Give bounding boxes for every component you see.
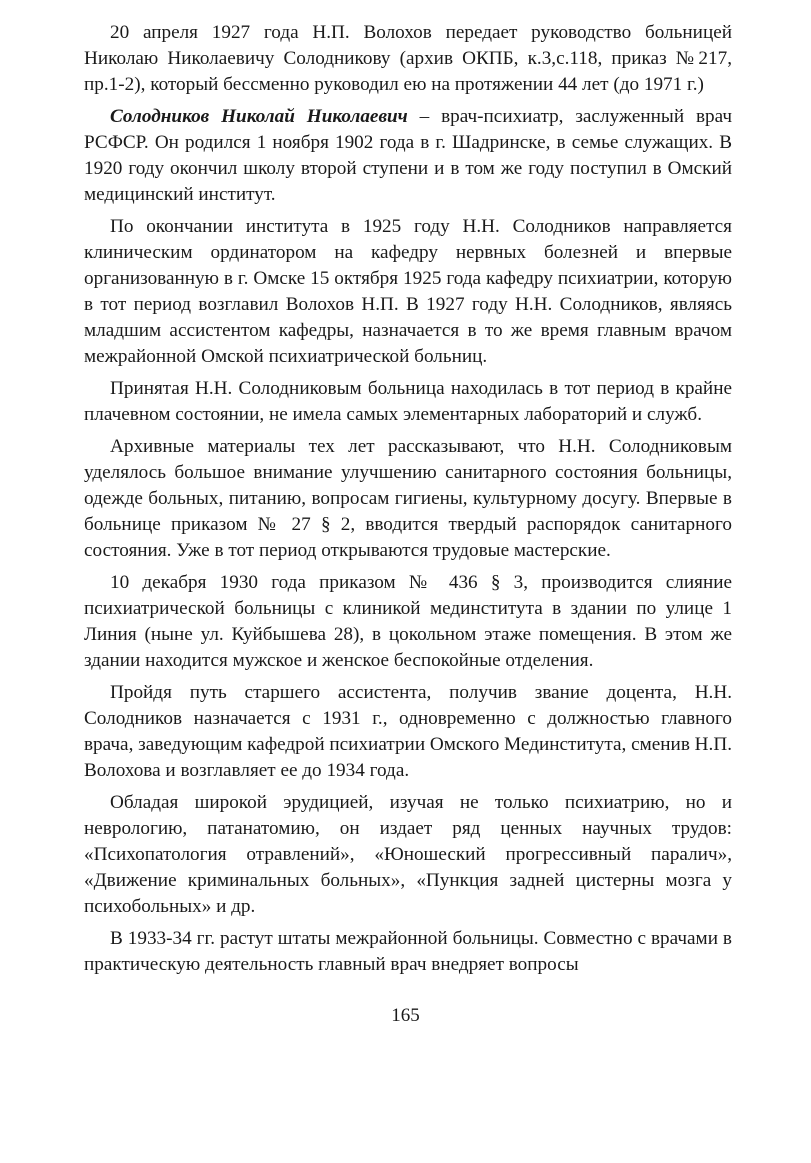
paragraph-5 (84, 434, 732, 564)
paragraph-text: В 1933-34 гг. растут штаты межрайонной больницы. Совместно с врачами в практическую деятельность главный врач внедряет вопросы (84, 928, 732, 975)
paragraph-1 (84, 20, 732, 98)
paragraph-text: 10 декабря 1930 года приказом № 436 § 3, производится слияние психиатрической больницы с клиникой мединститута в здании по улице 1 Линия (ныне ул. Куйбышева 28), в цокольном этаже помещения. В этом же здании находится мужское и женское беспокойные отделения. (84, 572, 732, 671)
paragraph-text: Архивные материалы тех лет рассказывают, что Н.Н. Солодниковым уделялось большое внимание улучшению санитарного состояния больницы, одежде больных, питанию, вопросам гигиены, культурному досугу. Впервые в больнице приказом № 27 § 2, вводится твердый распорядок санитарного состояния. Уже в тот период открываются трудовые мастерские. (84, 436, 732, 561)
paragraph-lead: Солодников Николай Николаевич (110, 106, 408, 127)
paragraph-text: – врач-психиатр, заслуженный врач РСФСР. Он родился 1 ноября 1902 года в г. Шадринске, в семье служащих. В 1920 году окончил школу второй ступени и в том же году поступил в Омский медицинский институт. (84, 106, 732, 205)
paragraph-text: Обладая широкой эрудицией, изучая не только психиатрию, но и неврологию, патанатомию, он издает ряд ценных научных трудов: «Психопатология отравлений», «Юношеский прогрессивный паралич», «Движение криминальных больных», «Пункция задней цистерны мозга у психобольных» и др. (84, 792, 732, 917)
paragraph-3 (84, 214, 732, 370)
paragraph-8 (84, 790, 732, 920)
paragraph-text: Пройдя путь старшего ассистента, получив звание доцента, Н.Н. Солодников назначается с 1931 г., одновременно с должностью главного врача, заведующим кафедрой психиатрии Омского Мединститута, сменив Н.П. Волохова и возглавляет ее до 1934 года. (84, 682, 732, 781)
paragraph-7 (84, 680, 732, 784)
paragraph-4 (84, 376, 732, 428)
paragraph-2 (84, 104, 732, 208)
paragraph-9 (84, 926, 732, 978)
page-number: 165 (391, 1005, 420, 1026)
paragraph-text: По окончании института в 1925 году Н.Н. Солодников направляется клиническим ординатором на кафедру нервных болезней и впервые организованную в г. Омске 15 октября 1925 года кафедру психиатрии, которую в тот период возглавил Волохов Н.П. В 1927 году Н.Н. Солодников, являясь младшим ассистентом кафедры, назначается в то же время главным врачом межрайонной Омской психиатрической больниц. (84, 216, 732, 367)
page-body (84, 20, 732, 984)
paragraph-text: Принятая Н.Н. Солодниковым больница находилась в тот период в крайне плачевном состоянии, не имела самых элементарных лабораторий и служб. (84, 378, 732, 425)
paragraph-text: 20 апреля 1927 года Н.П. Волохов передает руководство больницей Николаю Николаевичу Солодникову (архив ОКПБ, к.3,с.118, приказ №217, пр.1-2), который бессменно руководил ею на протяжении 44 лет (до 1971 г.) (84, 22, 732, 95)
paragraph-6 (84, 570, 732, 674)
